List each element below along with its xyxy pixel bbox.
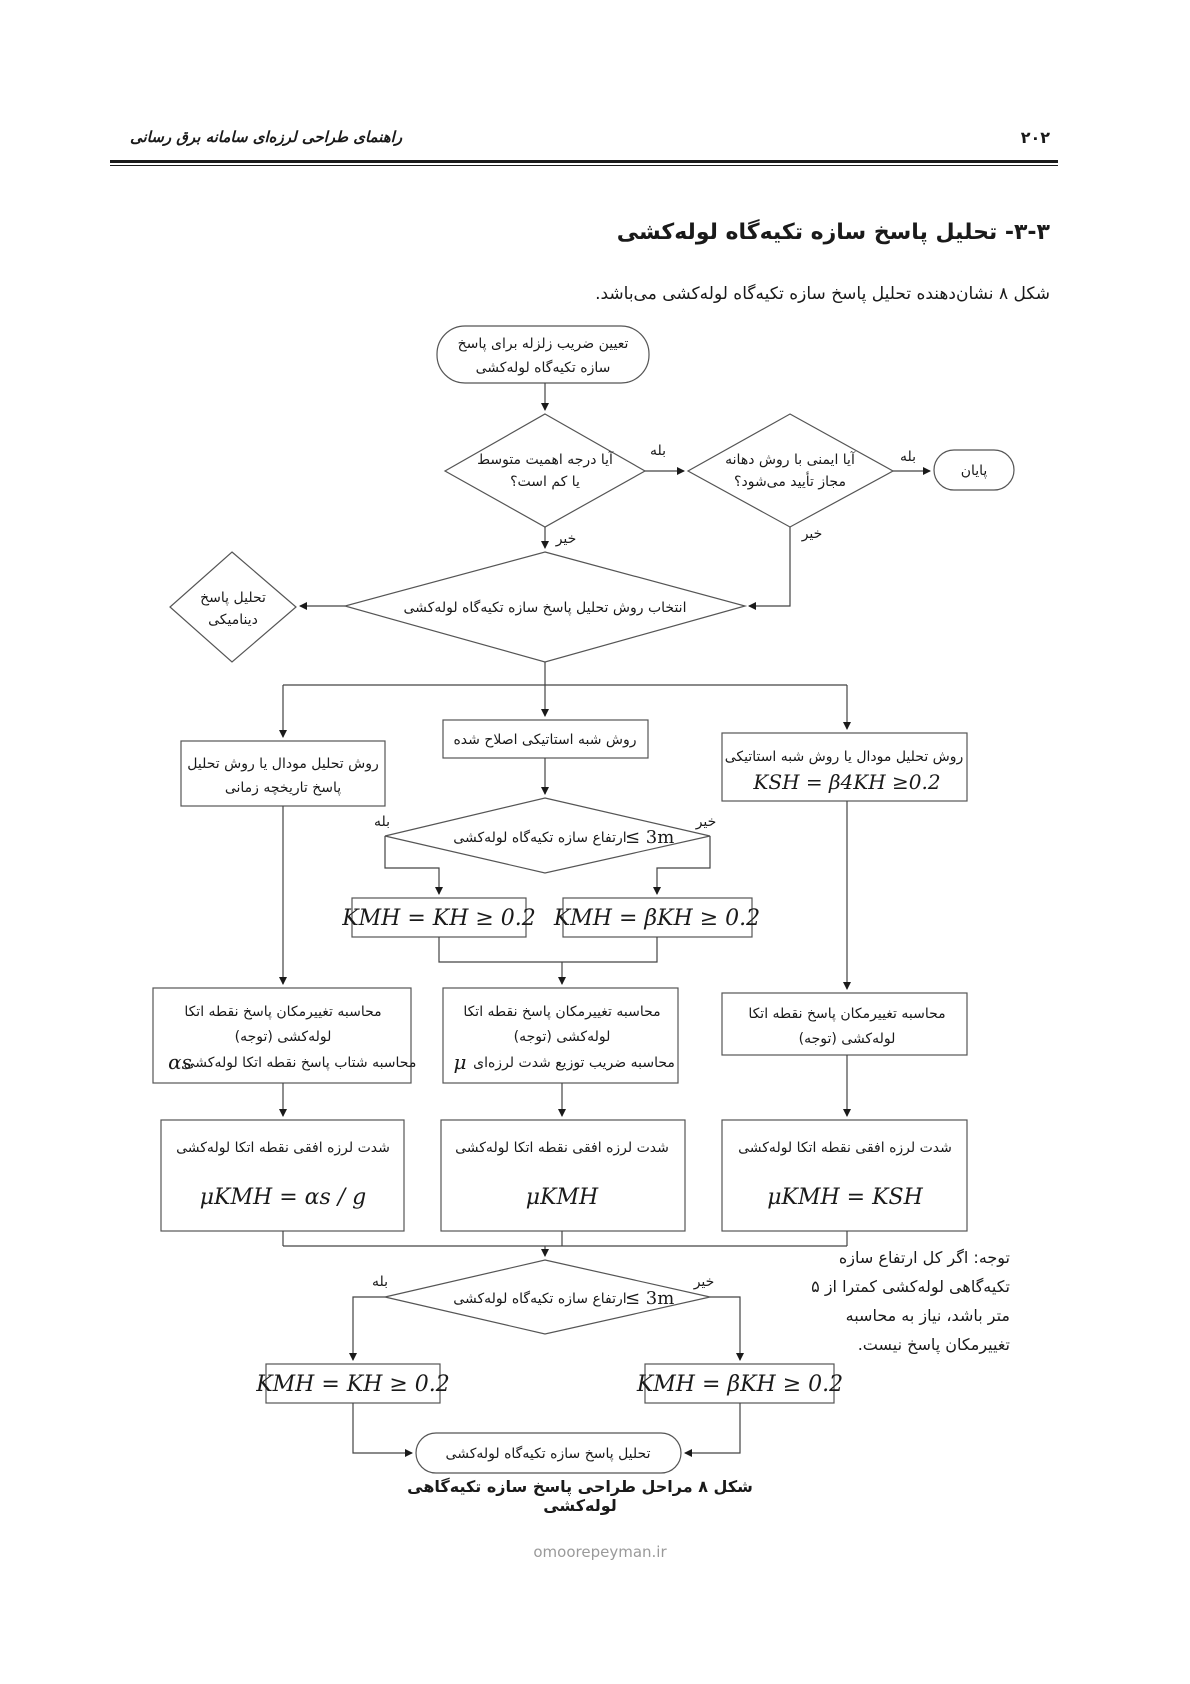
bkh-formula-upper: KMH = βKH ≥ 0.2: [553, 906, 761, 931]
mu-symbol: μ: [453, 1050, 467, 1074]
yes-label-1: بله: [649, 443, 667, 459]
right-calc-line-1: محاسبه تغییرمکان پاسخ نقطه اتکا: [748, 1006, 946, 1022]
mid-intensity-box: [441, 1120, 685, 1231]
right-intensity-formula: μKMH = KSH: [767, 1185, 923, 1210]
dynamic-analysis-node: [170, 552, 296, 662]
left-calc-line-2: لوله‌کشی (توجه): [234, 1029, 332, 1045]
no-label-1: خیر: [555, 531, 577, 547]
height-lower-label: ارتفاع سازه تکیه‌گاه لوله‌کشی: [453, 1291, 627, 1307]
right-intensity-box: [722, 1120, 967, 1231]
start-line-2: سازه تکیه‌گاه لوله‌کشی: [475, 360, 611, 376]
left-intensity-label: شدت لرزه افقی نقطه اتکا لوله‌کشی: [176, 1140, 390, 1156]
right-calc-line-2: لوله‌کشی (توجه): [798, 1031, 896, 1047]
left-intensity-formula: μKMH = αs / g: [199, 1185, 367, 1210]
height-lower-limit: ≤ 3m: [625, 1288, 675, 1309]
mid-calc-line-2: لوله‌کشی (توجه): [513, 1029, 611, 1045]
mid-intensity-label: شدت لرزه افقی نقطه اتکا لوله‌کشی: [455, 1140, 669, 1156]
left-calc-line-1: محاسبه تغییرمکان پاسخ نقطه اتکا: [184, 1004, 382, 1020]
alpha-s-symbol: αs: [168, 1050, 192, 1074]
mid-method-label: روش شبه استاتیکی اصلاح شده: [453, 732, 637, 748]
no-label-2: خیر: [801, 526, 823, 542]
flowchart-note: توجه: اگر کل ارتفاع سازه تکیه‌گاهی لوله‌کشی کمترا از ۵ متر باشد، نیاز به محاسبه تغییرمکان پاسخ نیست.: [811, 1248, 1010, 1354]
kh-formula-lower: KMH = KH ≥ 0.2: [256, 1372, 450, 1397]
kh-formula-upper: KMH = KH ≥ 0.2: [342, 906, 536, 931]
left-method-line-2: پاسخ تاریخچه زمانی: [224, 780, 342, 796]
safety-line-1: آیا ایمنی با روش دهانه: [725, 452, 855, 468]
right-intensity-label: شدت لرزه افقی نقطه اتکا لوله‌کشی: [738, 1140, 952, 1156]
left-method-line-1: روش تحلیل مودال یا روش تحلیل: [187, 756, 379, 772]
figure-caption: شکل ۸ مراحل طراحی پاسخ سازه تکیه‌گاهی لوله‌کشی: [407, 1477, 753, 1515]
mid-intensity-formula: μKMH: [525, 1185, 599, 1210]
yes-label-4: بله: [371, 1274, 389, 1290]
left-method-box: [181, 741, 385, 806]
right-method-formula: KSH = β4KH ≥0.2: [753, 770, 941, 794]
no-label-4: خیر: [693, 1274, 715, 1290]
no-label-3: خیر: [695, 814, 717, 830]
site-watermark: omoorepeyman.ir: [533, 1543, 667, 1561]
importance-decision: [445, 414, 645, 527]
safety-line-2: مجاز تأیید می‌شود؟: [734, 474, 846, 490]
intro-paragraph: شکل ۸ نشان‌دهنده تحلیل پاسخ سازه تکیه‌گاه لوله‌کشی می‌باشد.: [595, 284, 1050, 304]
page-number: ۲۰۲: [1020, 128, 1050, 147]
dynamic-line-1: تحلیل پاسخ: [200, 590, 266, 606]
final-label: تحلیل پاسخ سازه تکیه‌گاه لوله‌کشی: [445, 1446, 651, 1462]
dynamic-line-2: دینامیکی: [208, 612, 258, 628]
running-header-title: راهنمای طراحی لرزه‌ای سامانه برق رسانی: [130, 128, 403, 146]
right-method-label: روش تحلیل مودال یا روش شبه استاتیکی: [724, 749, 964, 765]
left-intensity-box: [161, 1120, 404, 1231]
importance-line-2: یا کم است؟: [510, 474, 580, 490]
height-upper-limit: ≤ 3m: [625, 827, 675, 848]
start-line-1: تعیین ضریب زلزله برای پاسخ: [457, 336, 629, 352]
safety-decision: [688, 414, 893, 527]
method-decision-label: انتخاب روش تحلیل پاسخ سازه تکیه‌گاه لوله‌کشی: [403, 600, 687, 616]
mid-calc-line-3: محاسبه ضریب توزیع شدت لرزه‌ای: [473, 1055, 675, 1071]
left-calc-line-3: محاسبه شتاب پاسخ نقطه اتکا لوله‌کشی: [183, 1055, 417, 1071]
yes-label-3: بله: [373, 814, 391, 830]
yes-label-2: بله: [899, 449, 917, 465]
height-upper-label: ارتفاع سازه تکیه‌گاه لوله‌کشی: [453, 830, 627, 846]
section-title: ۳-۳- تحلیل پاسخ سازه تکیه‌گاه لوله‌کشی: [616, 220, 1050, 245]
end-label: پایان: [960, 463, 988, 479]
bkh-formula-lower: KMH = βKH ≥ 0.2: [636, 1372, 844, 1397]
importance-line-1: آیا درجه اهمیت متوسط: [477, 452, 613, 468]
mid-calc-line-1: محاسبه تغییرمکان پاسخ نقطه اتکا: [463, 1004, 661, 1020]
